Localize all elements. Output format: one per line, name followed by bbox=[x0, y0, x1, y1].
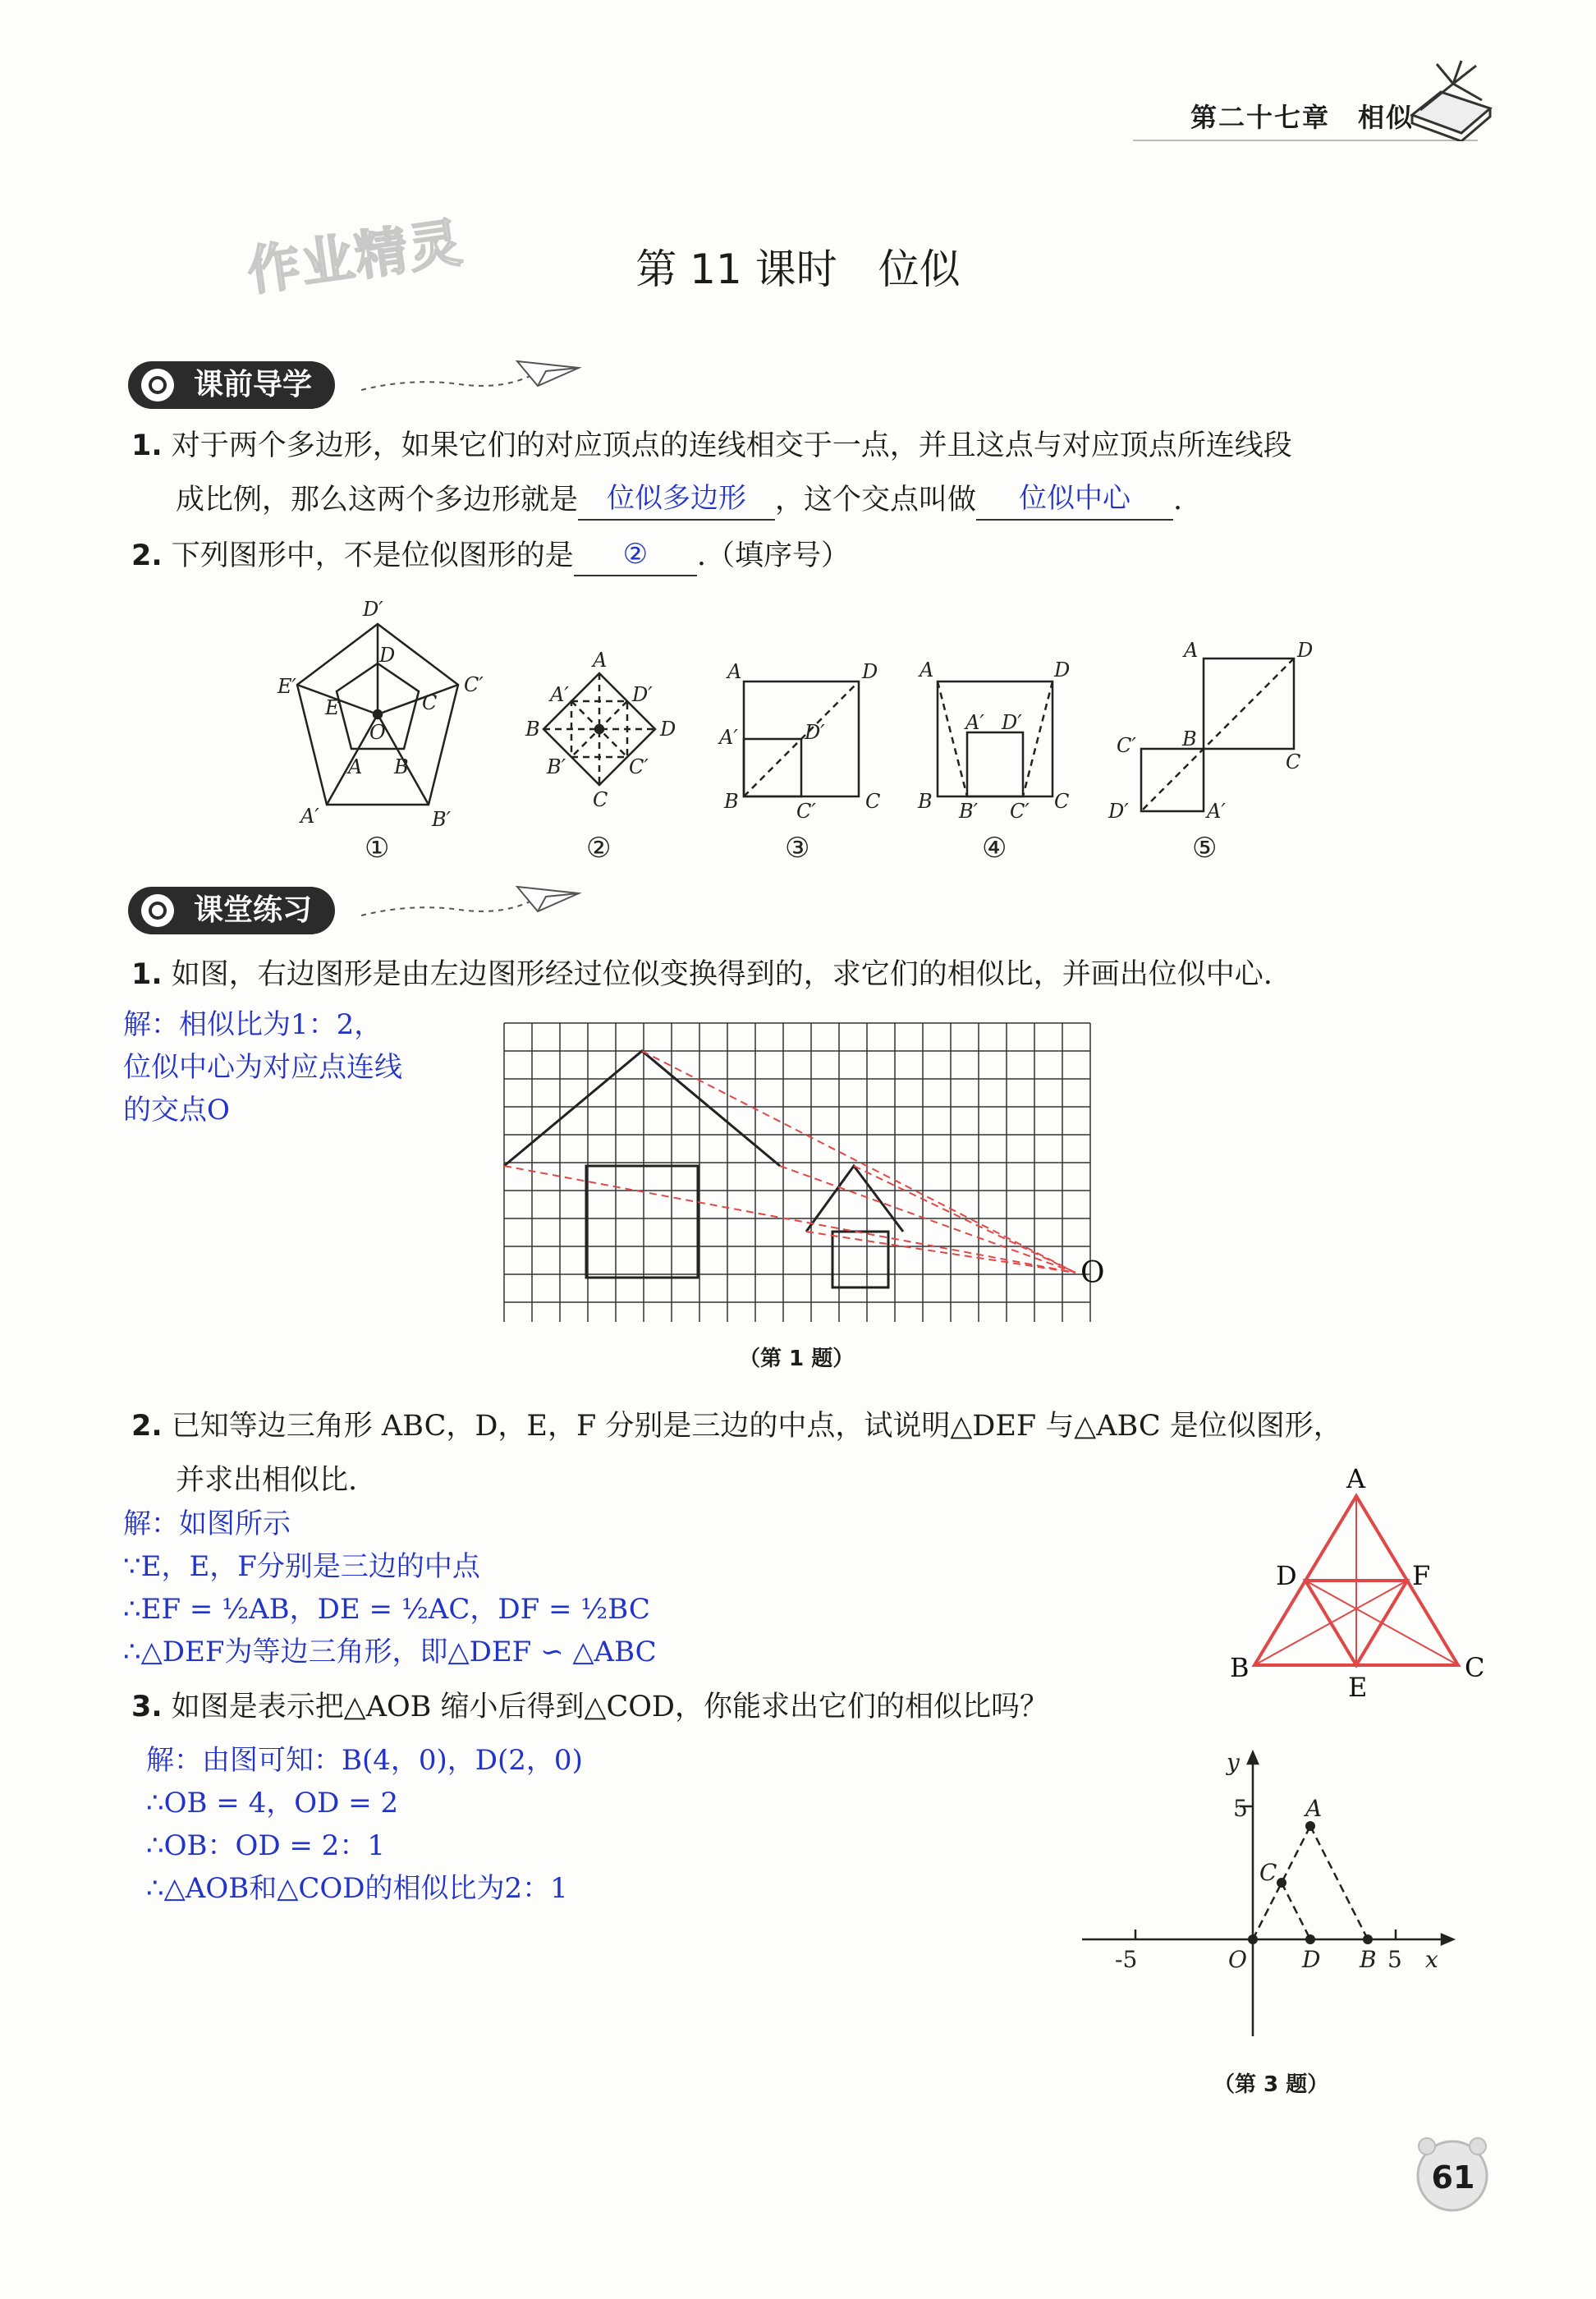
svg-text:A′: A′ bbox=[550, 683, 569, 706]
q1-text-c: . bbox=[1173, 484, 1183, 516]
q2-figure-4 bbox=[917, 658, 1070, 823]
p3-label-c: C bbox=[1259, 1859, 1277, 1886]
svg-text:A: A bbox=[348, 755, 363, 778]
section-practice-label: 课堂练习 bbox=[194, 893, 313, 927]
p3-text: 如图是表示把△AOB 缩小后得到△COD，你能求出它们的相似比吗？ bbox=[171, 1691, 1048, 1723]
paper-plane-icon bbox=[361, 879, 583, 936]
p3-label-a: A bbox=[1305, 1795, 1323, 1822]
q2-number: 2. bbox=[131, 539, 163, 572]
q1-number: 1. bbox=[131, 429, 163, 462]
p2-answer-line-3: ∴EF = ½AB，DE = ½AC，DF = ½BC bbox=[123, 1593, 650, 1626]
svg-text:D′: D′ bbox=[1002, 711, 1022, 734]
p1-answer bbox=[123, 1003, 402, 1131]
svg-text:B: B bbox=[394, 755, 409, 778]
svg-text:D′: D′ bbox=[363, 598, 383, 621]
section-pre-label: 课前导学 bbox=[194, 368, 313, 402]
p2-label-a: A bbox=[1346, 1463, 1366, 1494]
p3-coordinate-figure bbox=[1067, 1741, 1478, 2053]
search-icon bbox=[141, 894, 174, 927]
svg-text:A: A bbox=[593, 649, 608, 672]
svg-text:O: O bbox=[369, 721, 386, 744]
p2-triangle-figure bbox=[1223, 1462, 1494, 1700]
svg-text:C: C bbox=[865, 790, 881, 813]
q2-figure-3 bbox=[718, 660, 880, 823]
q2-answer: ② bbox=[622, 538, 649, 571]
q1-answer-2: 位似中心 bbox=[1019, 482, 1131, 515]
p1-text: 如图，右边图形是由左边图形经过位似变换得到的，求它们的相似比，并画出位似中心. bbox=[171, 958, 1273, 991]
p2-number: 2. bbox=[131, 1410, 163, 1443]
q1-blank-1[interactable] bbox=[578, 482, 775, 521]
practice-1 bbox=[131, 954, 1494, 995]
svg-text:E′: E′ bbox=[277, 675, 296, 698]
p2-answer-line-4: ∴△DEF为等边三角形，即△DEF ∽ △ABC bbox=[123, 1636, 657, 1668]
svg-text:D′: D′ bbox=[805, 721, 825, 744]
p1-answer-line-1: 解：相似比为1：2， bbox=[123, 1008, 383, 1041]
lesson-title: 第 11 课时 位似 bbox=[635, 246, 961, 293]
q1-text-a: 成比例，那么这两个多边形就是 bbox=[176, 484, 579, 516]
q2-text-b: .（填序号） bbox=[696, 539, 850, 572]
svg-text:C: C bbox=[593, 788, 608, 811]
svg-text:A: A bbox=[920, 658, 934, 681]
q1-line1: 对于两个多边形，如果它们的对应顶点的连线相交于一点，并且这点与对应顶点所连线段 bbox=[171, 429, 1292, 462]
p3-axis-y: y bbox=[1227, 1749, 1240, 1776]
p2-label-f: F bbox=[1412, 1560, 1431, 1591]
svg-text:C: C bbox=[1286, 750, 1301, 773]
p1-answer-line-2: 位似中心为对应点连线 bbox=[123, 1051, 402, 1084]
p3-tick-y5: 5 bbox=[1233, 1795, 1248, 1822]
p3-origin: O bbox=[1228, 1946, 1247, 1973]
q2-text-a: 下列图形中，不是位似图形的是 bbox=[171, 539, 574, 572]
svg-text:D: D bbox=[379, 644, 396, 667]
svg-text:B: B bbox=[525, 718, 540, 741]
svg-text:D: D bbox=[862, 660, 878, 683]
p3-number: 3. bbox=[131, 1691, 163, 1723]
svg-text:C′: C′ bbox=[629, 755, 649, 778]
p2-label-c: C bbox=[1465, 1652, 1485, 1683]
search-icon bbox=[141, 369, 174, 402]
q2-figure-5 bbox=[1108, 639, 1313, 823]
p1-number: 1. bbox=[131, 958, 163, 991]
svg-text:A′: A′ bbox=[965, 711, 984, 734]
page-number: 61 bbox=[1431, 2159, 1475, 2196]
p3-caption: （第 3 题） bbox=[1213, 2072, 1329, 2097]
p2-label-d: D bbox=[1276, 1560, 1297, 1591]
center-lines bbox=[504, 1051, 1075, 1273]
center-label: O bbox=[1080, 1256, 1105, 1290]
p3-answer-line-4: ∴△AOB和△COD的相似比为2：1 bbox=[146, 1872, 568, 1905]
p1-answer-line-3: 的交点O bbox=[123, 1094, 230, 1127]
p2-line2: 并求出相似比. bbox=[176, 1464, 358, 1497]
p3-label-b: B bbox=[1360, 1946, 1377, 1973]
svg-text:A′: A′ bbox=[1207, 800, 1226, 823]
svg-text:D′: D′ bbox=[1108, 800, 1129, 823]
p3-answer-line-2: ∴OB = 4，OD = 2 bbox=[146, 1787, 399, 1819]
q2-fig-label-3: ③ bbox=[785, 832, 810, 865]
watermark: 作业精灵 bbox=[243, 212, 467, 303]
p3-answer bbox=[146, 1739, 583, 1910]
p2-answer-line-2: ∵E，E，F分别是三边的中点 bbox=[123, 1550, 480, 1583]
q1-text-b: ，这个交点叫做 bbox=[775, 484, 977, 516]
svg-text:C′: C′ bbox=[1010, 800, 1030, 823]
svg-text:B: B bbox=[1182, 727, 1197, 750]
question-1 bbox=[131, 425, 1478, 466]
p2-label-b: B bbox=[1230, 1652, 1250, 1683]
svg-text:D: D bbox=[1297, 639, 1314, 662]
p2-line1: 已知等边三角形 ABC，D，E，F 分别是三边的中点，试说明△DEF 与△ABC 是位似图形， bbox=[171, 1410, 1342, 1443]
books-icon bbox=[1404, 51, 1494, 141]
svg-text:C′: C′ bbox=[464, 673, 484, 696]
svg-text:B: B bbox=[918, 790, 933, 813]
section-practice-badge bbox=[128, 887, 335, 934]
svg-text:B: B bbox=[724, 790, 739, 813]
svg-text:A: A bbox=[727, 660, 742, 683]
question-1-line2 bbox=[176, 480, 1489, 521]
p3-tick-xm5: -5 bbox=[1115, 1946, 1138, 1973]
question-2 bbox=[131, 535, 1478, 576]
p3-answer-line-3: ∴OB：OD = 2：1 bbox=[146, 1829, 385, 1862]
p3-answer-line-1: 解：由图可知：B(4，0)，D(2，0) bbox=[146, 1744, 583, 1777]
q2-figure-1 bbox=[277, 598, 484, 831]
svg-text:C: C bbox=[422, 691, 438, 714]
section-pre-badge bbox=[128, 361, 335, 409]
svg-text:B′: B′ bbox=[959, 800, 979, 823]
p1-caption: （第 1 题） bbox=[739, 1347, 855, 1371]
q2-fig-label-5: ⑤ bbox=[1192, 832, 1218, 865]
svg-text:C′: C′ bbox=[1117, 734, 1136, 757]
p3-label-d: D bbox=[1302, 1946, 1321, 1973]
svg-text:A′: A′ bbox=[300, 805, 319, 828]
p2-answer bbox=[123, 1503, 657, 1673]
svg-text:D: D bbox=[660, 718, 676, 741]
q2-fig-label-1: ① bbox=[365, 832, 390, 865]
p2-label-e: E bbox=[1348, 1672, 1368, 1700]
p3-axis-x: x bbox=[1425, 1946, 1438, 1973]
paper-plane-icon bbox=[361, 353, 583, 411]
svg-text:B′: B′ bbox=[547, 755, 566, 778]
practice-2 bbox=[131, 1406, 1494, 1447]
svg-text:B′: B′ bbox=[432, 808, 452, 831]
svg-text:D: D bbox=[1054, 658, 1071, 681]
q1-answer-1: 位似多边形 bbox=[607, 482, 747, 515]
p2-answer-line-1: 解：如图所示 bbox=[123, 1507, 291, 1540]
svg-text:E: E bbox=[325, 696, 340, 719]
q2-figure-2 bbox=[525, 649, 676, 811]
q2-blank[interactable] bbox=[574, 538, 697, 576]
chapter-title: 第二十七章 相似 bbox=[1190, 102, 1414, 133]
q2-fig-label-2: ② bbox=[586, 832, 612, 865]
p3-tick-x5: 5 bbox=[1387, 1946, 1402, 1973]
q2-fig-label-4: ④ bbox=[982, 832, 1007, 865]
q2-figures bbox=[263, 591, 1346, 870]
svg-text:D′: D′ bbox=[632, 683, 653, 706]
practice-3 bbox=[131, 1686, 1494, 1728]
svg-text:A′: A′ bbox=[719, 726, 738, 749]
svg-text:C′: C′ bbox=[796, 800, 816, 823]
houses bbox=[504, 1051, 903, 1287]
p1-grid-figure bbox=[501, 1018, 1125, 1322]
svg-text:A: A bbox=[1184, 639, 1199, 662]
q1-blank-2[interactable] bbox=[976, 482, 1173, 521]
svg-text:C: C bbox=[1054, 790, 1070, 813]
